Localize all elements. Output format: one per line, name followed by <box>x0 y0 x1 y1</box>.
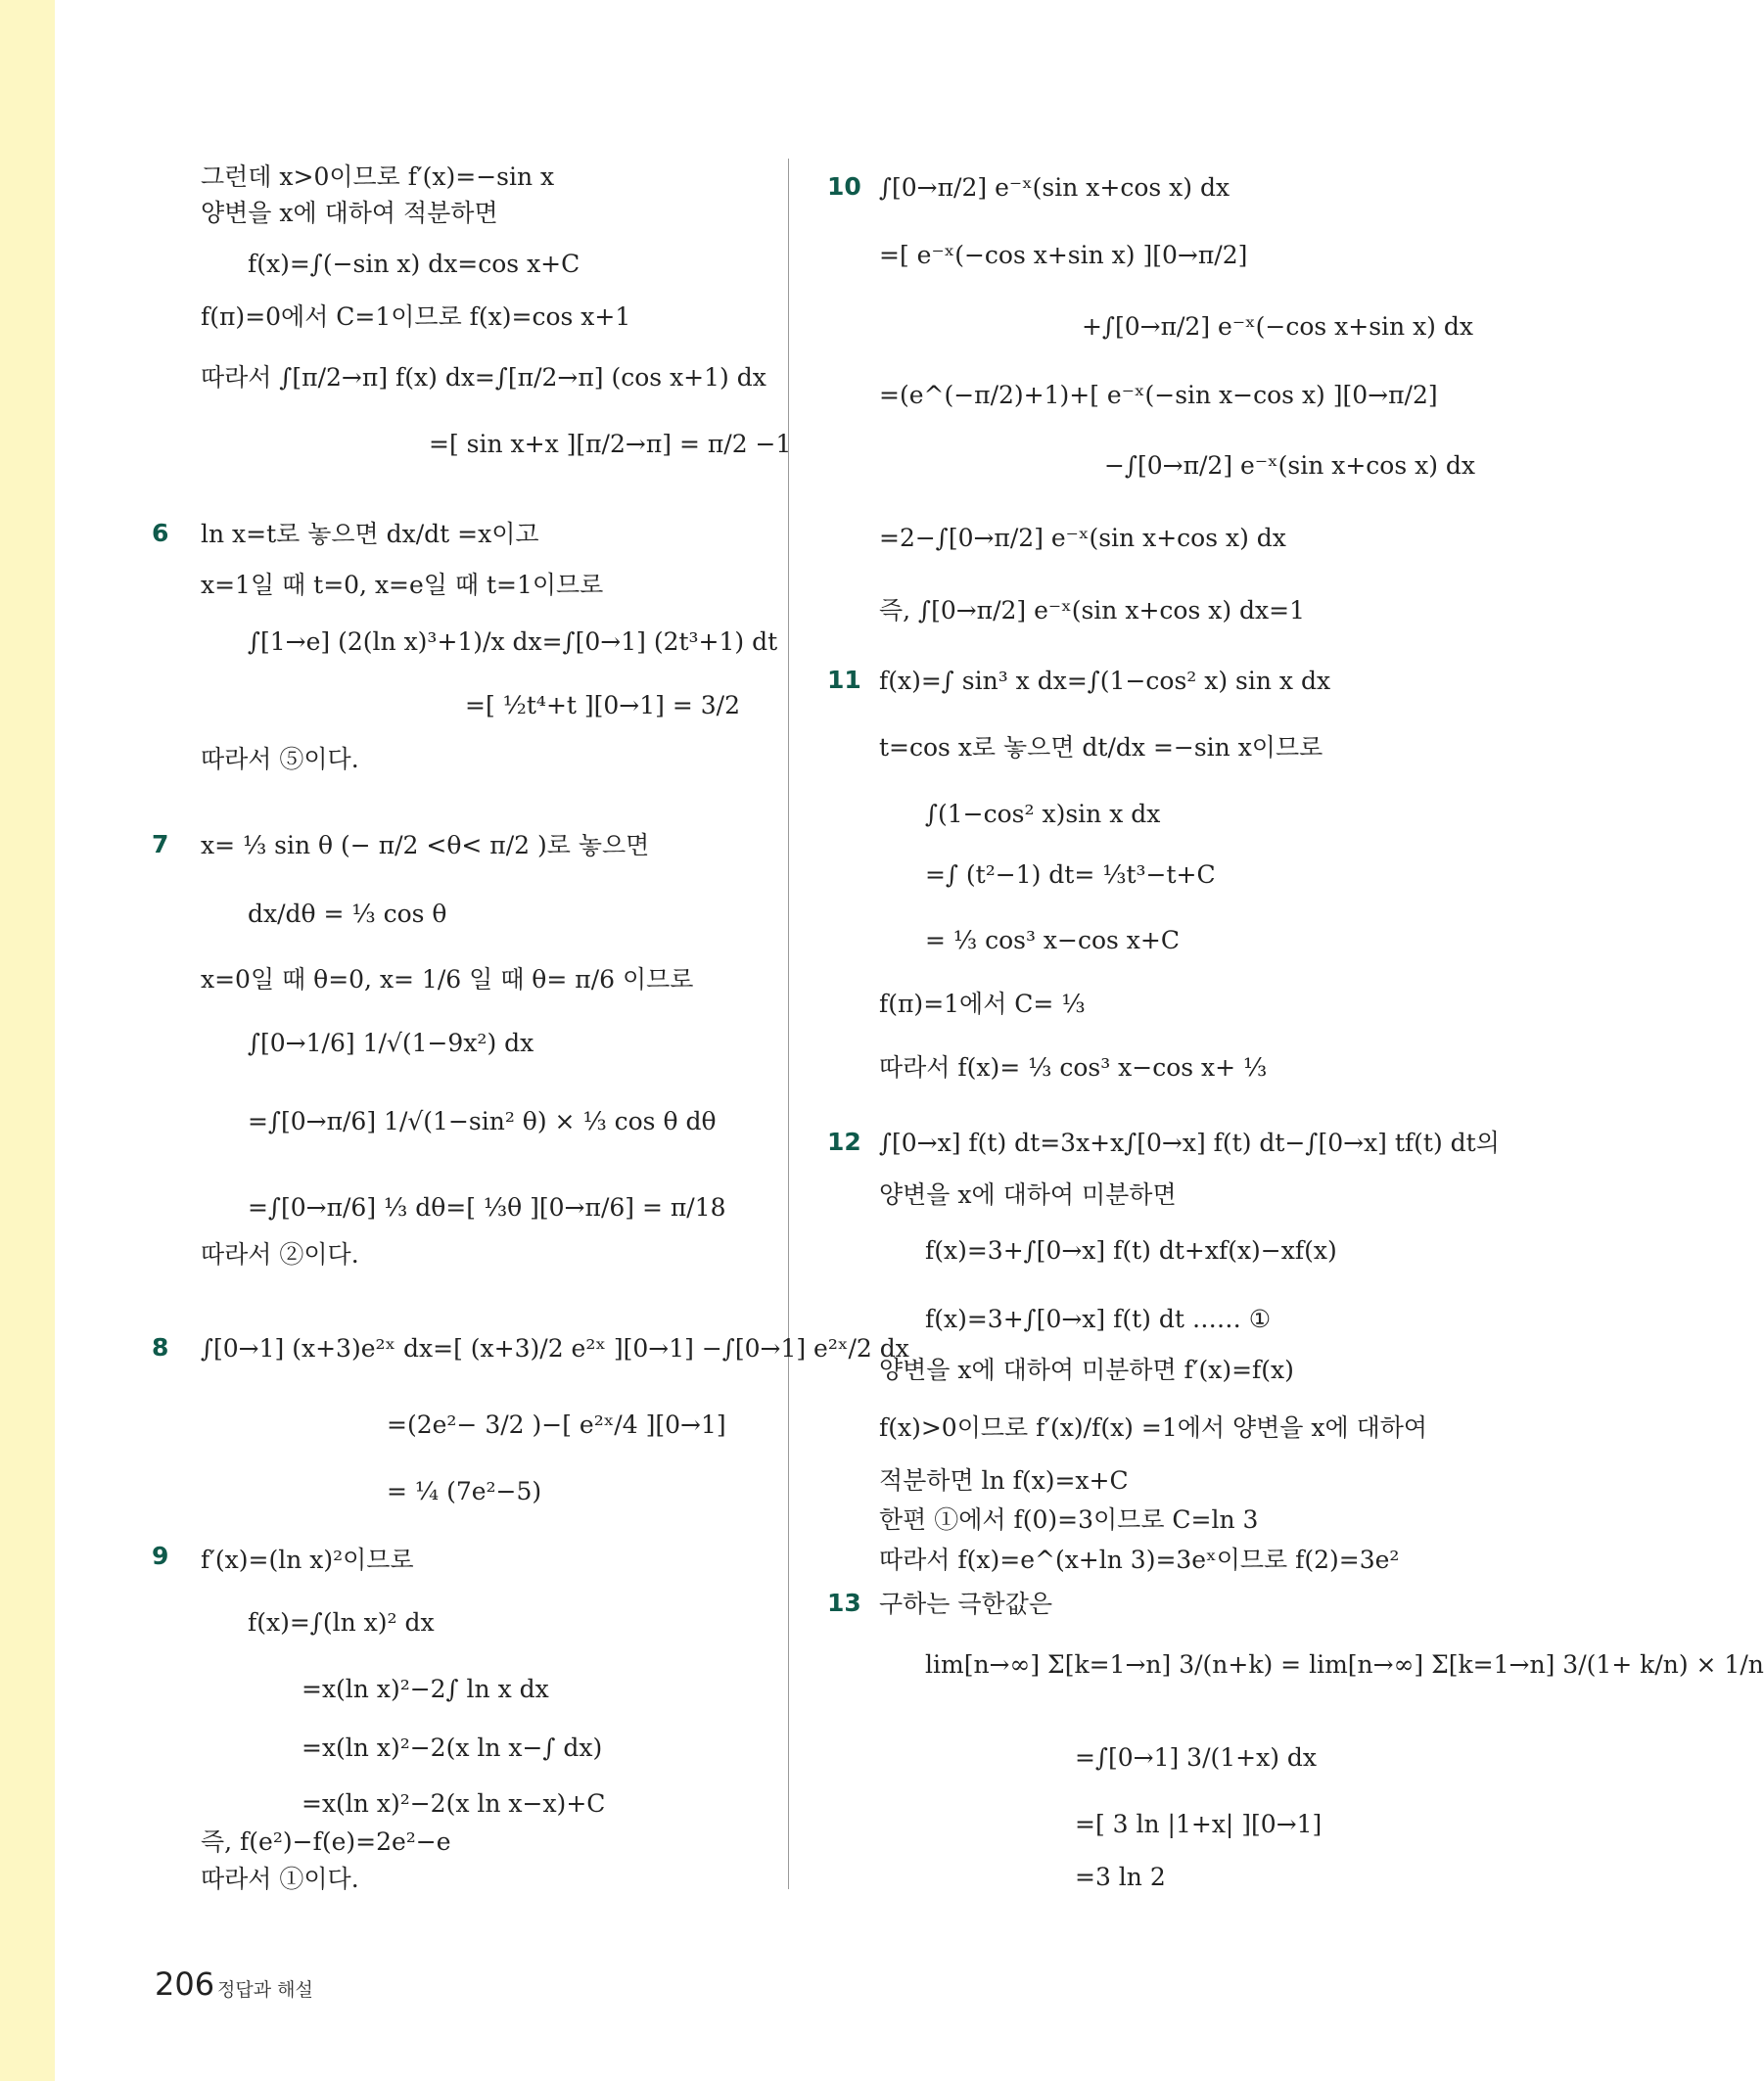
solution-line: ∫[0→x] f(t) dt=3x+x∫[0→x] f(t) dt−∫[0→x] tf(t) dt의 <box>879 1129 1500 1157</box>
solution-line: = ¼ (7e²−5) <box>387 1477 542 1505</box>
problem-number: 8 <box>152 1333 169 1362</box>
page-number: 206 <box>155 1965 215 2003</box>
solution-line: =[ ½t⁴+t ][0→1] = 3/2 <box>465 691 740 719</box>
problem-number: 10 <box>827 172 861 201</box>
solution-line: f(x)=∫(−sin x) dx=cos x+C <box>248 250 580 278</box>
solution-line: 즉, f(e²)−f(e)=2e²−e <box>201 1827 451 1856</box>
solution-line: −∫[0→π/2] e⁻ˣ(sin x+cos x) dx <box>1104 451 1476 480</box>
solution-line: f(π)=0에서 C=1이므로 f(x)=cos x+1 <box>201 302 631 331</box>
solution-line: =(2e²− 3/2 )−[ e²ˣ/4 ][0→1] <box>387 1410 726 1439</box>
solution-line: 그런데 x>0이므로 f′(x)=−sin x <box>201 162 555 191</box>
solution-line: lim[n→∞] Σ[k=1→n] 3/(n+k) = lim[n→∞] Σ[k=1→n] 3/(1+ k/n) × 1/n <box>925 1650 1764 1679</box>
solution-line: =[ 3 ln |1+x| ][0→1] <box>1075 1810 1323 1838</box>
solution-line: 구하는 극한값은 <box>879 1590 1052 1618</box>
solution-line: = ⅓ cos³ x−cos x+C <box>925 926 1180 954</box>
solution-line: f(π)=1에서 C= ⅓ <box>879 990 1086 1018</box>
solution-line: ln x=t로 놓으면 dx/dt =x이고 <box>201 520 539 548</box>
problem-number: 12 <box>827 1128 861 1156</box>
solution-line: 따라서 f(x)=e^(x+ln 3)=3eˣ이므로 f(2)=3e² <box>879 1546 1400 1574</box>
solution-line: f(x)>0이므로 f′(x)/f(x) =1에서 양변을 x에 대하여 <box>879 1413 1428 1442</box>
solution-line: 따라서 ①이다. <box>201 1865 359 1893</box>
solution-line: ∫[1→e] (2(ln x)³+1)/x dx=∫[0→1] (2t³+1) dt <box>248 627 778 656</box>
solution-line: dx/dθ = ⅓ cos θ <box>248 900 447 928</box>
solution-line: f′(x)=(ln x)²이므로 <box>201 1546 414 1574</box>
footer-label: 정답과 해설 <box>217 1979 313 2001</box>
solution-line: x=1일 때 t=0, x=e일 때 t=1이므로 <box>201 571 604 599</box>
solution-line: =[ sin x+x ][π/2→π] = π/2 −1 <box>429 430 792 458</box>
solution-line: ∫[0→π/2] e⁻ˣ(sin x+cos x) dx <box>879 173 1230 202</box>
solution-line: =x(ln x)²−2(x ln x−∫ dx) <box>302 1734 603 1762</box>
solution-line: f(x)=∫ sin³ x dx=∫(1−cos² x) sin x dx <box>879 667 1331 695</box>
solution-line: t=cos x로 놓으면 dt/dx =−sin x이므로 <box>879 733 1323 762</box>
solution-line: 따라서 ⑤이다. <box>201 745 359 773</box>
problem-number: 6 <box>152 519 169 547</box>
solution-line: 양변을 x에 대하여 미분하면 f′(x)=f(x) <box>879 1356 1294 1384</box>
solution-line: =x(ln x)²−2∫ ln x dx <box>302 1675 549 1703</box>
column-divider <box>788 159 789 1889</box>
solution-line: x= ⅓ sin θ (− π/2 <θ< π/2 )로 놓으면 <box>201 831 650 859</box>
solution-line: ∫[0→1/6] 1/√(1−9x²) dx <box>248 1029 534 1057</box>
solution-line: =2−∫[0→π/2] e⁻ˣ(sin x+cos x) dx <box>879 524 1286 552</box>
solution-line: =∫[0→1] 3/(1+x) dx <box>1075 1743 1318 1772</box>
solution-line: 따라서 f(x)= ⅓ cos³ x−cos x+ ⅓ <box>879 1053 1268 1082</box>
solution-line: =∫ (t²−1) dt= ⅓t³−t+C <box>925 860 1216 889</box>
solution-line: ∫[0→1] (x+3)e²ˣ dx=[ (x+3)/2 e²ˣ ][0→1] −∫[0→1] e²ˣ/2 dx <box>201 1334 909 1363</box>
solution-line: 한편 ①에서 f(0)=3이므로 C=ln 3 <box>879 1505 1259 1534</box>
solution-line: =3 ln 2 <box>1075 1863 1166 1891</box>
solution-line: =∫[0→π/6] 1/√(1−sin² θ) × ⅓ cos θ dθ <box>248 1107 717 1135</box>
solution-line: =∫[0→π/6] ⅓ dθ=[ ⅓θ ][0→π/6] = π/18 <box>248 1193 726 1222</box>
solution-line: =(e^(−π/2)+1)+[ e⁻ˣ(−sin x−cos x) ][0→π/2] <box>879 381 1438 409</box>
solution-line: +∫[0→π/2] e⁻ˣ(−cos x+sin x) dx <box>1082 312 1473 341</box>
solution-line: 따라서 ∫[π/2→π] f(x) dx=∫[π/2→π] (cos x+1) dx <box>201 363 766 392</box>
solution-line: =[ e⁻ˣ(−cos x+sin x) ][0→π/2] <box>879 241 1248 269</box>
solution-line: 적분하면 ln f(x)=x+C <box>879 1466 1129 1495</box>
solution-line: 즉, ∫[0→π/2] e⁻ˣ(sin x+cos x) dx=1 <box>879 596 1305 624</box>
problem-number: 7 <box>152 830 169 858</box>
solution-line: 양변을 x에 대하여 적분하면 <box>201 199 498 227</box>
solution-line: =x(ln x)²−2(x ln x−x)+C <box>302 1789 606 1818</box>
solution-line: 따라서 ②이다. <box>201 1240 359 1269</box>
problem-number: 13 <box>827 1589 861 1617</box>
problem-number: 9 <box>152 1542 169 1570</box>
solution-line: x=0일 때 θ=0, x= 1/6 일 때 θ= π/6 이므로 <box>201 965 694 994</box>
solution-line: ∫(1−cos² x)sin x dx <box>925 800 1161 828</box>
solution-line: f(x)=∫(ln x)² dx <box>248 1608 435 1637</box>
margin-strip <box>0 0 55 2081</box>
solution-line: 양변을 x에 대하여 미분하면 <box>879 1180 1177 1209</box>
solution-line: f(x)=3+∫[0→x] f(t) dt+xf(x)−xf(x) <box>925 1236 1337 1265</box>
problem-number: 11 <box>827 666 861 694</box>
solution-line: f(x)=3+∫[0→x] f(t) dt …… ① <box>925 1305 1272 1333</box>
